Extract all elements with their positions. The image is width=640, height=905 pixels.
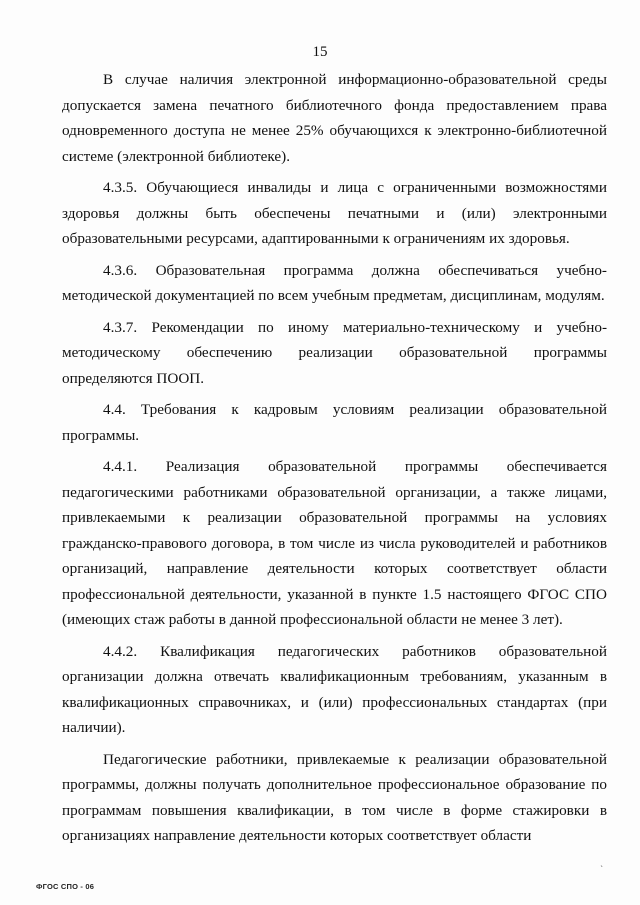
paragraph-4-3-6: 4.3.6. Образовательная программа должна обеспечиваться учебно-методической документацией по всем учебным предметам, дисциплинам, модулям. <box>62 261 607 304</box>
page-number: 15 <box>312 44 328 60</box>
paragraph-4-3-7: 4.3.7. Рекомендации по иному материально-техническому и учебно-методическому обеспечению реализации образовательной программы определяются ПООП. <box>62 318 607 387</box>
paragraph-electronic-library: В случае наличия электронной информационно-образовательной среды допускается замена печатного библиотечного фонда предоставлением права одновременного доступа не менее 25% обучающихся к электронно-библиотечной системе (электронной библиотеке). <box>62 71 607 165</box>
paragraph-4-3-5: 4.3.5. Обучающиеся инвалиды и лица с ограниченными возможностями здоровья должны быть обеспечены печатными и (или) электронными образовательными ресурсами, адаптированными к ограничениям их здоровья. <box>62 179 607 247</box>
paragraph-4-4: 4.4. Требования к кадровым условиям реализации образовательной программы. <box>62 401 607 444</box>
footer-label: ФГОС СПО - 06 <box>36 882 95 891</box>
paragraph-4-4-2: 4.4.2. Квалификация педагогических работников образовательной организации должна отвечать квалификационным требованиям, указанным в квалификационных справочниках, и (или) профессиональных стандартах (при наличии). <box>62 642 607 736</box>
paragraph-pedagogical-workers: Педагогические работники, привлекаемые к реализации образовательной программы, должны получать дополнительное профессиональное образование по программам повышения квалификации, в том числе в форме стажировки в организациях направление деятельности которых соответствует области <box>62 750 607 844</box>
paragraph-4-4-1: 4.4.1. Реализация образовательной программы обеспечивается педагогическими работниками образовательной организации, а также лицами, привлекаемыми к реализации образовательной программы на условиях гражданско-правового договора, в том числе из числа руководителей и работников организаций, направление деятельности которых соответствует области профессиональной деятельности, указанной в пункте 1.5 настоящего ФГОС СПО (имеющих стаж работы в данной профессиональной области не менее 3 лет). <box>62 458 607 628</box>
document-body <box>62 67 607 855</box>
corner-mark: ˋ <box>600 865 604 874</box>
